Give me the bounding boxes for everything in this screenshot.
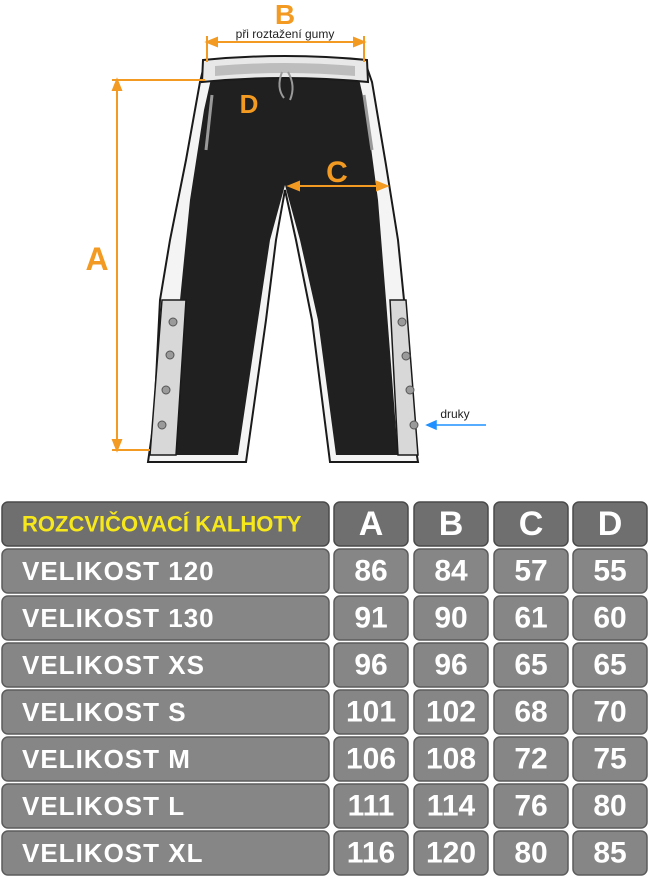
value-a: 111 [347,789,395,823]
value-d: 70 [593,695,627,729]
value-d: 80 [593,789,627,823]
pants-body [172,70,398,455]
value-a: 86 [354,554,388,588]
snaps-label: druky [440,407,470,421]
value-a: 96 [354,648,388,682]
row-label: VELIKOST M [22,744,191,774]
value-b: 84 [434,554,468,588]
value-b: 114 [426,789,476,823]
value-b: 96 [434,648,468,682]
value-b: 120 [425,836,477,870]
value-a: 101 [345,695,397,729]
value-a: 116 [346,836,396,870]
dimension-c-letter: C [326,156,348,189]
value-d: 85 [593,836,627,870]
row-label: VELIKOST XL [22,838,204,868]
value-c: 76 [514,789,548,823]
row-label: VELIKOST XS [22,650,205,680]
column-header: B [438,505,464,543]
value-c: 57 [514,554,548,588]
value-d: 75 [593,742,627,776]
value-c: 72 [514,742,548,776]
dimension-a-letter: A [85,241,109,277]
row-label: VELIKOST L [22,791,186,821]
snaps-arrow [427,421,486,429]
dimension-d-letter: D [239,89,259,119]
value-c: 68 [514,695,548,729]
value-b: 90 [434,601,468,635]
value-c: 65 [514,648,548,682]
column-header: C [518,505,544,543]
value-a: 106 [345,742,397,776]
row-label: VELIKOST 130 [22,603,215,633]
table-title: ROZCVIČOVACÍ KALHOTY [22,511,302,537]
dimension-b-letter: B [274,0,296,30]
value-c: 61 [514,601,548,635]
value-a: 91 [354,601,388,635]
dimension-b-note: při roztažení gumy [235,27,335,41]
value-d: 55 [593,554,627,588]
value-d: 60 [593,601,627,635]
value-b: 108 [425,742,477,776]
column-header: D [597,505,623,543]
size-table [0,500,650,880]
value-c: 80 [514,836,548,870]
column-header: A [358,505,384,543]
row-label: VELIKOST 120 [22,556,215,586]
pants-illustration [148,56,418,462]
value-b: 102 [425,695,477,729]
row-label: VELIKOST S [22,697,187,727]
value-d: 65 [593,648,627,682]
